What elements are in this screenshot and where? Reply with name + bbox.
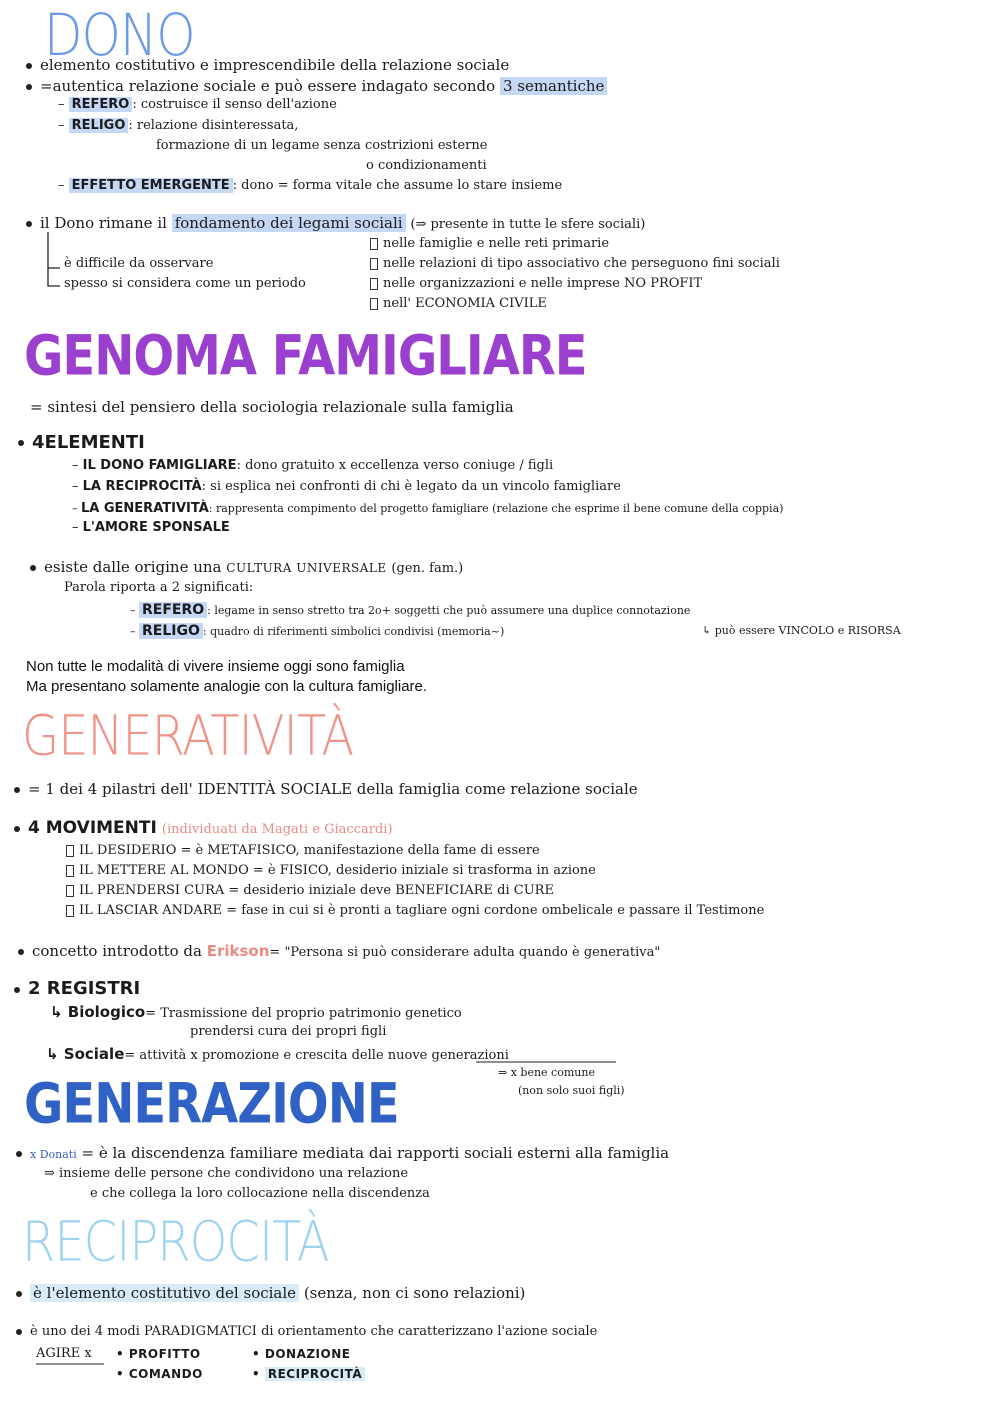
dono-bullet-3: il Dono rimane il fondamento dei legami sociali (⇒ presente in tutte le sfere sociali)	[26, 214, 645, 232]
dono-bullet-1: elemento costitutivo e imprescendibile della relazione sociale	[26, 56, 509, 74]
dono-side-1: è difficile da osservare	[64, 256, 214, 271]
registro-biologico: ↳ Biologico= Trasmissione del proprio patrimonio genetico	[50, 1003, 462, 1021]
dono-religo-line2: formazione di un legame senza costrizioni esterne	[156, 138, 488, 153]
bullet-dot	[16, 1291, 22, 1297]
bullet-dot	[16, 1329, 22, 1335]
dono-religo: – RELIGO : relazione disinteressata,	[58, 118, 299, 133]
sphere-item-4: nell' ECONOMIA CIVILE	[370, 296, 547, 311]
genoma-cultura: esiste dalle origine una CULTURA UNIVERSALE (gen. fam.)	[30, 558, 463, 576]
typed-note-2: Ma presentano solamente analogie con la cultura famigliare.	[26, 678, 428, 695]
genoma-parola: Parola riporta a 2 significati:	[64, 580, 254, 595]
bullet-dot	[26, 63, 32, 69]
registro-sociale-note-1: ⇒ x bene comune	[498, 1066, 595, 1079]
bullet-dot	[14, 826, 20, 832]
genoma-element-1: – IL DONO FAMIGLIARE: dono gratuito x eccellenza verso coniuge / figli	[72, 458, 554, 473]
registro-sociale-note-2: (non solo suoi figli)	[518, 1084, 625, 1097]
section-title-reciprocita: RECIPROCITÀ	[22, 1210, 329, 1275]
generazione-definition: x Donati = è la discendenza familiare mediata dai rapporti sociali esterni alla famiglia	[16, 1144, 669, 1162]
section-title-dono: DONO	[44, 2, 195, 69]
movement-item-3: IL PRENDERSI CURA = desiderio iniziale deve BENEFICIARE di CURE	[66, 883, 554, 898]
genoma-element-4: – L'AMORE SPONSALE	[72, 520, 230, 535]
sphere-item-2: nelle relazioni di tipo associativo che perseguono fini sociali	[370, 256, 780, 271]
section-title-generazione: GENERAZIONE	[24, 1072, 399, 1137]
bullet-dot	[18, 440, 24, 446]
checkbox-icon	[66, 845, 74, 857]
mode-comando: • COMANDO	[116, 1367, 203, 1381]
genoma-elements-title: 4ELEMENTI	[18, 432, 145, 453]
section-title-generativita: GENERATIVITÀ	[22, 704, 354, 769]
bullet-dot	[18, 949, 24, 955]
bullet-dot	[16, 1151, 22, 1157]
dono-effetto: – EFFETTO EMERGENTE : dono = forma vitale che assume lo stare insieme	[58, 178, 563, 193]
generazione-sub-1: ⇒ insieme delle persone che condividono una relazione	[44, 1166, 409, 1181]
highlight-fondamento: fondamento dei legami sociali	[172, 214, 406, 232]
bullet-dot	[26, 84, 32, 90]
sphere-item-1: nelle famiglie e nelle reti primarie	[370, 236, 609, 251]
dono-refero: – REFERO : costruisce il senso dell'azione	[58, 97, 337, 112]
checkbox-icon	[370, 238, 378, 250]
mode-profitto: • PROFITTO	[116, 1347, 201, 1361]
genoma-element-3: – LA GENERATIVITÀ: rappresenta compimento del progetto famigliare (relazione che esprime il bene comune della coppia)	[72, 501, 784, 516]
reciprocita-bullet-1: è l'elemento costitutivo del sociale (senza, non ci sono relazioni)	[16, 1284, 525, 1302]
generativita-movimenti: 4 MOVIMENTI (individuati da Magati e Giaccardi)	[14, 818, 393, 838]
sphere-item-3: nelle organizzazioni e nelle imprese NO PROFIT	[370, 276, 702, 291]
checkbox-icon	[66, 865, 74, 877]
movement-item-4: IL LASCIAR ANDARE = fase in cui si è pronti a tagliare ogni cordone ombelicale e passare il Testimone	[66, 903, 764, 918]
genoma-religo: – RELIGO : quadro di riferimenti simbolici condivisi (memoria~)	[130, 623, 505, 639]
typed-note-1: Non tutte le modalità di vivere insieme oggi sono famiglia	[26, 658, 405, 675]
movement-item-1: IL DESIDERIO = è METAFISICO, manifestazione della fame di essere	[66, 843, 540, 858]
genoma-religo-note: ↳ può essere VINCOLO e RISORSA	[702, 624, 901, 637]
reciprocita-bullet-2: è uno dei 4 modi PARADIGMATICI di orientamento che caratterizzano l'azione sociale	[16, 1324, 597, 1339]
genoma-element-2: – LA RECIPROCITÀ: si esplica nei confronti di chi è legato da un vincolo famigliare	[72, 479, 621, 494]
checkbox-icon	[66, 885, 74, 897]
registro-biologico-line2: prendersi cura dei propri figli	[190, 1024, 387, 1039]
dono-religo-line3: o condizionamenti	[366, 158, 487, 173]
genoma-definition: = sintesi del pensiero della sociologia relazionale sulla famiglia	[30, 398, 514, 416]
bullet-dot	[30, 565, 36, 571]
generazione-sub-2: e che collega la loro collocazione nella discendenza	[90, 1186, 430, 1201]
dono-side-2: spesso si considera come un periodo	[64, 276, 306, 291]
section-title-genoma: GENOMA FAMIGLIARE	[24, 324, 587, 389]
generativita-registri: 2 REGISTRI	[14, 978, 140, 999]
highlight-semantiche: 3 semantiche	[500, 77, 607, 95]
checkbox-icon	[370, 258, 378, 270]
bullet-dot	[14, 987, 20, 993]
dono-bullet-2: =autentica relazione sociale e può essere indagato secondo 3 semantiche	[26, 77, 607, 95]
generativita-bullet-1: = 1 dei 4 pilastri dell' IDENTITÀ SOCIALE della famiglia come relazione sociale	[14, 780, 638, 798]
registro-sociale: ↳ Sociale= attività x promozione e crescita delle nuove generazioni	[46, 1045, 509, 1063]
checkbox-icon	[66, 905, 74, 917]
generativita-erikson: concetto introdotto da Erikson= "Persona si può considerare adulta quando è generativa"	[18, 942, 660, 960]
checkbox-icon	[370, 278, 378, 290]
mode-donazione: • DONAZIONE	[252, 1347, 351, 1361]
checkbox-icon	[370, 298, 378, 310]
genoma-refero: – REFERO : legame in senso stretto tra 2o+ soggetti che può assumere una duplice connotazione	[130, 602, 691, 618]
movement-item-2: IL METTERE AL MONDO = è FISICO, desiderio iniziale si trasforma in azione	[66, 863, 596, 878]
bullet-dot	[14, 787, 20, 793]
mode-reciprocita: • RECIPROCITÀ	[252, 1367, 365, 1381]
bullet-dot	[26, 221, 32, 227]
reciprocita-agire: AGIRE x	[36, 1346, 92, 1361]
